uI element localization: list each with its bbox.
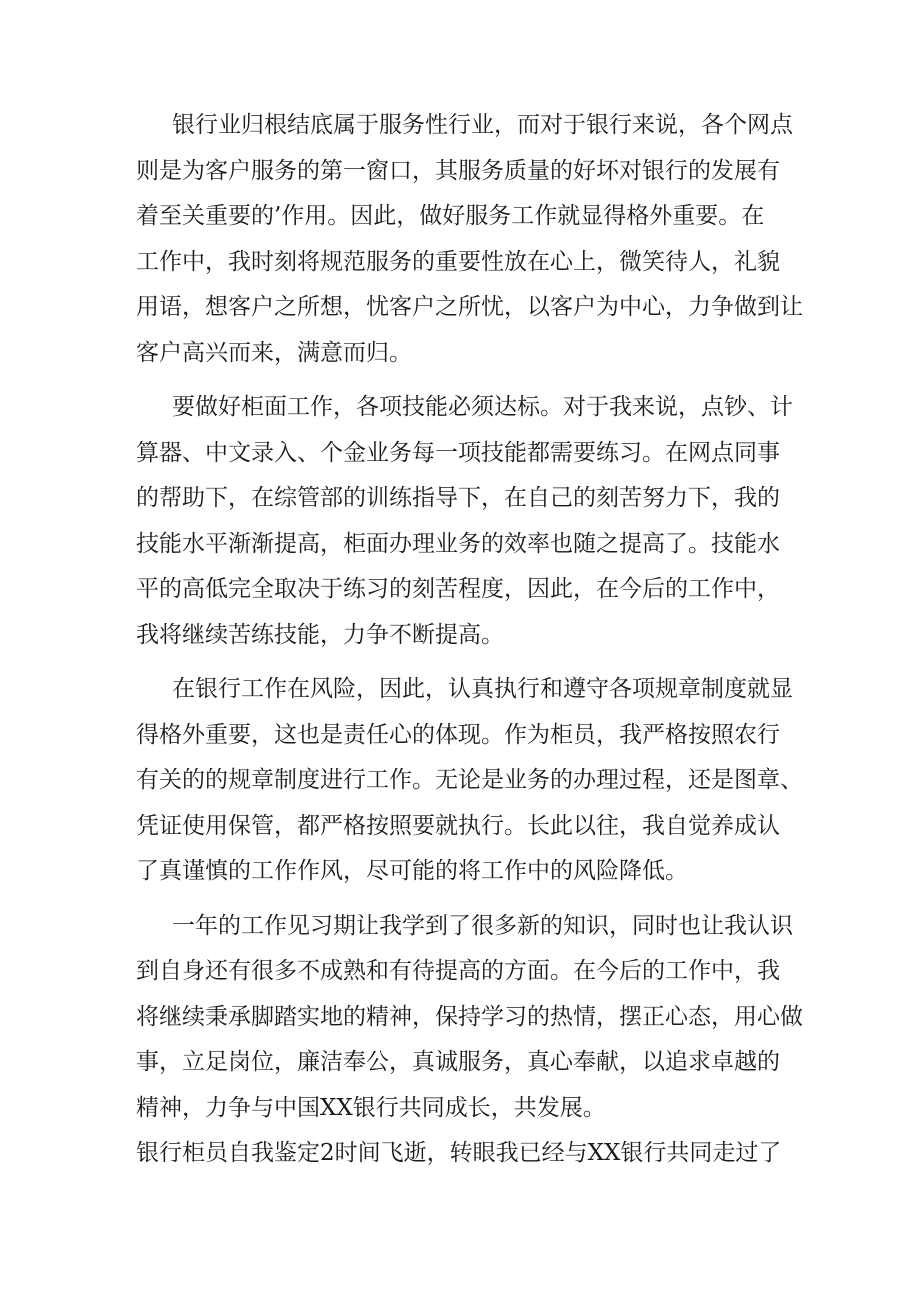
paragraph-line: 要做好柜面工作，各项技能必须达标。对于我来说，点钞、计 <box>172 394 793 420</box>
paragraph-line: 则是为客户服务的第一窗口，其服务质量的好坏对银行的发展有 <box>136 157 780 184</box>
paragraph-next-section <box>136 1131 796 1177</box>
paragraph-risk <box>136 667 803 895</box>
paragraph-line: 银行业归根结底属于服务性行业，而对于银行来说，各个网点 <box>172 112 793 138</box>
paragraph-line: 有关的的规章制度进行工作。无论是业务的办理过程，还是图章、 <box>136 767 803 793</box>
paragraph-line: 工作中，我时刻将规范服务的重要性放在心上，微笑待人，礼貌 <box>136 248 780 275</box>
paragraph-line: 精神，力争与中国XX银行共同成长，共发展。 <box>136 1094 606 1121</box>
paragraph-service <box>136 103 803 376</box>
paragraph-summary <box>136 904 803 1132</box>
paragraph-line: 客户高兴而来，满意而归。 <box>136 339 412 366</box>
paragraph-line: 着至关重要的’作用。因此，做好服务工作就显得格外重要。在 <box>136 203 765 229</box>
paragraph-line: 技能水平渐渐提高，柜面办理业务的效率也随之提高了。技能水 <box>136 530 780 557</box>
paragraph-line: 将继续秉承脚踏实地的精神，保持学习的热情，摆正心态，用心做 <box>136 1003 803 1030</box>
paragraph-line: 平的高低完全取决于练习的刻苦程度，因此，在今后的工作中， <box>136 576 780 602</box>
paragraph-line: 的帮助下，在综管部的训练指导下，在自己的刻苦努力下，我的 <box>136 485 780 511</box>
paragraph-line: 用语，想客户之所想，忧客户之所忧，以客户为中心，力争做到让 <box>136 294 803 320</box>
paragraph-line: 银行柜员自我鉴定2时间飞逝，转眼我已经与XX银行共同走过了 <box>136 1140 782 1166</box>
paragraph-line: 得格外重要，这也是责任心的体现。作为柜员，我严格按照农行 <box>136 721 780 748</box>
paragraph-line: 凭证使用保管，都严格按照要就执行。长此以往，我自觉养成认 <box>136 812 780 839</box>
paragraph-line: 在银行工作在风险，因此，认真执行和遵守各项规章制度就显 <box>172 676 793 702</box>
paragraph-line: 我将继续苦练技能，力争不断提高。 <box>136 621 504 648</box>
paragraph-line: 到自身还有很多不成熟和有待提高的方面。在今后的工作中，我 <box>136 958 780 984</box>
document-body <box>136 103 803 1177</box>
paragraph-line: 算器、中文录入、个金业务每一项技能都需要练习。在网点同事 <box>136 439 780 466</box>
paragraph-line: 一年的工作见习期让我学到了很多新的知识，同时也让我认识 <box>172 912 793 939</box>
paragraph-skills <box>136 385 796 658</box>
paragraph-line: 事，立足岗位，廉洁奉公，真诚服务，真心奉献，以追求卓越的 <box>136 1049 780 1075</box>
paragraph-line: 了真谨慎的工作作风，尽可能的将工作中的风险降低。 <box>136 858 688 884</box>
